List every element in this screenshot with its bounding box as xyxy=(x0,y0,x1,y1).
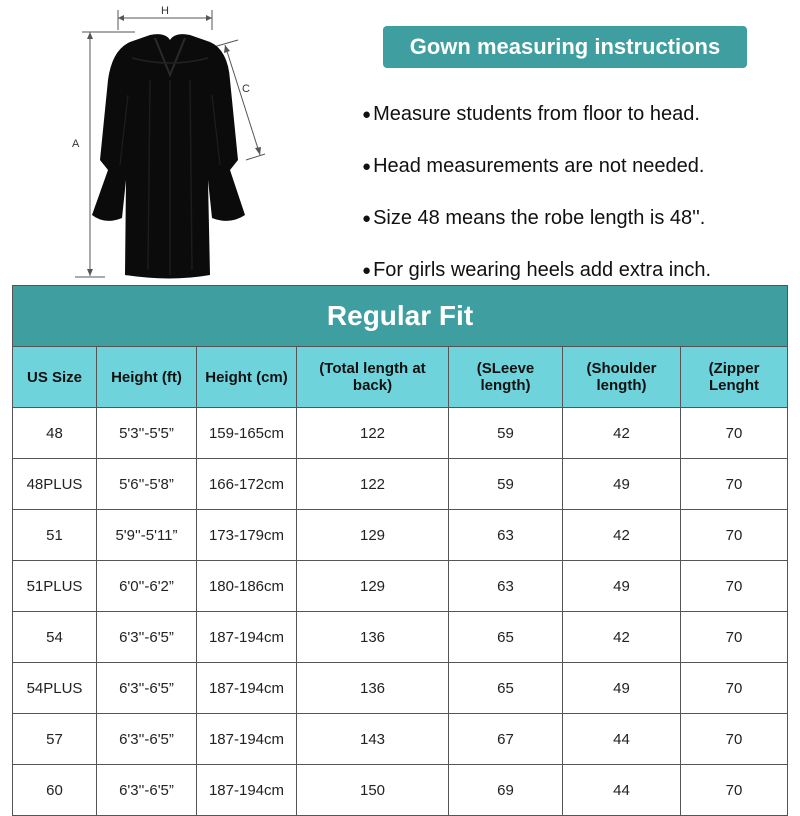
cell-total-length: 122 xyxy=(297,408,449,459)
instruction-text: Measure students from floor to head. xyxy=(373,102,700,125)
cell-zipper-length: 70 xyxy=(681,612,788,663)
table-row xyxy=(13,612,788,663)
cell-height-ft: 6'3''-6'5” xyxy=(97,663,197,714)
cell-us-size: 48 xyxy=(13,408,97,459)
cell-us-size: 48PLUS xyxy=(13,459,97,510)
header-total-length: (Total length at back) xyxy=(297,347,449,408)
dimension-label-h: H xyxy=(161,5,169,17)
table-row xyxy=(13,459,788,510)
header-height-cm: Height (cm) xyxy=(197,347,297,408)
instruction-text: For girls wearing heels add extra inch. xyxy=(373,258,712,281)
cell-sleeve-length: 65 xyxy=(449,612,563,663)
table-row xyxy=(13,765,788,816)
table-row xyxy=(13,561,788,612)
cell-total-length: 150 xyxy=(297,765,449,816)
dimension-label-a: A xyxy=(72,138,80,150)
cell-us-size: 54 xyxy=(13,612,97,663)
cell-shoulder-length: 42 xyxy=(563,408,681,459)
bullet-icon: ● xyxy=(362,209,372,227)
instruction-text: Head measurements are not needed. xyxy=(373,154,705,177)
cell-height-ft: 5'3''-5'5” xyxy=(97,408,197,459)
cell-height-cm: 159-165cm xyxy=(197,408,297,459)
cell-shoulder-length: 49 xyxy=(563,561,681,612)
cell-shoulder-length: 44 xyxy=(563,765,681,816)
instruction-item xyxy=(362,88,711,140)
cell-shoulder-length: 49 xyxy=(563,459,681,510)
header-height-ft: Height (ft) xyxy=(97,347,197,408)
size-chart xyxy=(12,285,787,799)
cell-us-size: 54PLUS xyxy=(13,663,97,714)
header-us-size: US Size xyxy=(13,347,97,408)
cell-zipper-length: 70 xyxy=(681,408,788,459)
instruction-item xyxy=(362,140,711,192)
table-row xyxy=(13,510,788,561)
cell-height-ft: 6'0''-6'2” xyxy=(97,561,197,612)
cell-height-ft: 5'6''-5'8” xyxy=(97,459,197,510)
cell-us-size: 51 xyxy=(13,510,97,561)
instruction-text: Size 48 means the robe length is 48''. xyxy=(373,206,706,229)
table-row xyxy=(13,714,788,765)
cell-height-ft: 5'9''-5'11” xyxy=(97,510,197,561)
table-header-row xyxy=(13,347,788,408)
cell-sleeve-length: 69 xyxy=(449,765,563,816)
gown-measurement-diagram xyxy=(60,0,290,285)
cell-shoulder-length: 49 xyxy=(563,663,681,714)
instructions-list xyxy=(362,88,711,296)
header-sleeve-length: (SLeeve length) xyxy=(449,347,563,408)
cell-sleeve-length: 63 xyxy=(449,510,563,561)
cell-sleeve-length: 59 xyxy=(449,408,563,459)
cell-total-length: 136 xyxy=(297,612,449,663)
cell-height-ft: 6'3''-6'5” xyxy=(97,612,197,663)
size-table xyxy=(12,285,788,816)
bullet-icon: ● xyxy=(362,261,372,279)
cell-us-size: 60 xyxy=(13,765,97,816)
cell-height-cm: 187-194cm xyxy=(197,765,297,816)
header-zipper-length: (Zipper Lenght xyxy=(681,347,788,408)
dimension-label-c: C xyxy=(242,83,250,95)
cell-zipper-length: 70 xyxy=(681,765,788,816)
instructions-title: Gown measuring instructions xyxy=(383,26,747,68)
cell-shoulder-length: 44 xyxy=(563,714,681,765)
cell-shoulder-length: 42 xyxy=(563,612,681,663)
cell-height-ft: 6'3''-6'5” xyxy=(97,765,197,816)
cell-sleeve-length: 59 xyxy=(449,459,563,510)
cell-us-size: 57 xyxy=(13,714,97,765)
cell-sleeve-length: 65 xyxy=(449,663,563,714)
cell-zipper-length: 70 xyxy=(681,459,788,510)
cell-height-cm: 166-172cm xyxy=(197,459,297,510)
cell-height-cm: 187-194cm xyxy=(197,612,297,663)
cell-total-length: 143 xyxy=(297,714,449,765)
cell-shoulder-length: 42 xyxy=(563,510,681,561)
cell-height-cm: 187-194cm xyxy=(197,663,297,714)
bullet-icon: ● xyxy=(362,105,372,123)
cell-height-ft: 6'3''-6'5” xyxy=(97,714,197,765)
cell-total-length: 129 xyxy=(297,510,449,561)
header-shoulder-length: (Shoulder length) xyxy=(563,347,681,408)
cell-total-length: 122 xyxy=(297,459,449,510)
cell-sleeve-length: 67 xyxy=(449,714,563,765)
cell-us-size: 51PLUS xyxy=(13,561,97,612)
cell-height-cm: 173-179cm xyxy=(197,510,297,561)
cell-zipper-length: 70 xyxy=(681,510,788,561)
cell-zipper-length: 70 xyxy=(681,714,788,765)
instruction-item xyxy=(362,192,711,244)
cell-zipper-length: 70 xyxy=(681,561,788,612)
table-row xyxy=(13,663,788,714)
cell-height-cm: 180-186cm xyxy=(197,561,297,612)
cell-height-cm: 187-194cm xyxy=(197,714,297,765)
table-body xyxy=(13,408,788,816)
cell-zipper-length: 70 xyxy=(681,663,788,714)
table-row xyxy=(13,408,788,459)
bullet-icon: ● xyxy=(362,157,372,175)
cell-sleeve-length: 63 xyxy=(449,561,563,612)
cell-total-length: 136 xyxy=(297,663,449,714)
cell-total-length: 129 xyxy=(297,561,449,612)
table-title: Regular Fit xyxy=(13,286,788,347)
gown-illustration xyxy=(60,0,290,285)
